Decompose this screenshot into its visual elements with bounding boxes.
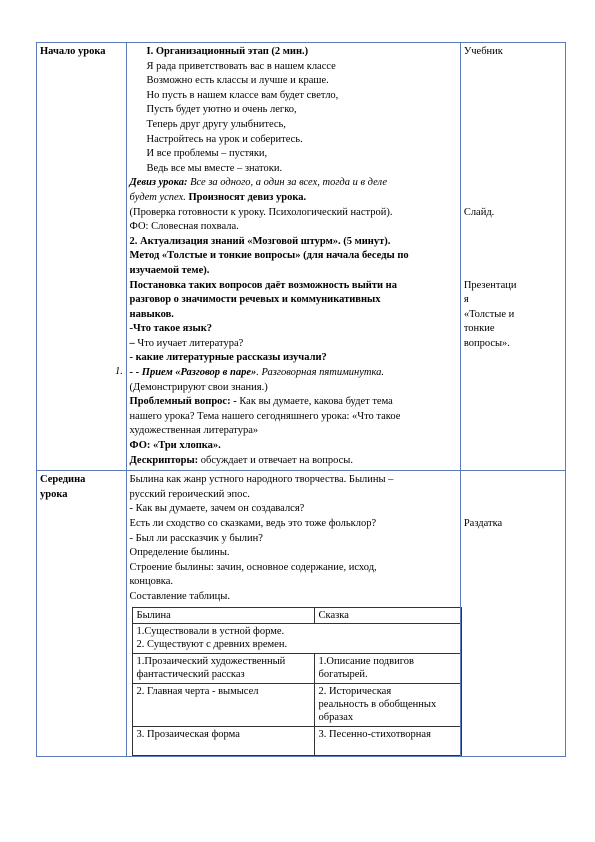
comparison-table [132,607,462,756]
text-run: Пусть будет уютно и очень легко, [146,104,297,116]
stage-cell [37,471,127,757]
text-run: Определение былины. [129,547,230,559]
lesson-plan-table [36,42,566,757]
text-line [130,191,457,206]
text-line [130,279,457,294]
stage-label: Начало урока [40,46,106,57]
text-line [130,45,457,60]
text-run: навыков. [129,308,174,320]
text-line [130,532,457,547]
comparison-cell: 1.Существовали в устной форме. 2. Существуют с древних времен. [132,623,461,653]
text-line [130,454,457,469]
text-line [130,546,457,561]
text-line [130,147,457,162]
text-run: Составление таблицы. [129,590,230,602]
text-run: Ведь все мы вместе – знатоки. [146,162,283,174]
text-line [130,74,457,89]
text-line [130,439,457,454]
content-cell [126,471,460,757]
text-run: Есть ли сходство со сказками, ведь это тоже фольклор? [129,518,377,529]
stage-cell [37,43,127,471]
text-line [130,502,457,517]
text-line [130,264,457,279]
text-run: Строение былины: зачин, основное содержание, исход, [129,561,377,573]
resources-cell [460,471,565,757]
comparison-cell: 2. Главная черта - вымысел [132,683,314,726]
text-run: I. Организационный этап (2 мин.) [146,46,309,57]
text-run: - Был ли рассказчик у былин? [129,532,263,544]
text-line [130,89,457,104]
lesson-plan-page [36,42,566,757]
text-run: 2. Актуализация знаний «Мозговой штурм». (5 минут). [129,235,391,247]
text-run: обсуждает и отвечает на вопросы. [198,454,353,466]
text-line [130,206,457,221]
text-line [130,308,457,323]
comparison-row [132,726,461,755]
text-line [130,337,457,352]
text-line [130,561,457,576]
resources-cell [460,43,565,471]
text-run: Метод «Толстые и тонкие вопросы» (для начала беседы по [129,250,409,262]
text-run: Дескрипторы: [129,454,199,466]
text-line [130,176,457,191]
text-line [130,366,457,381]
text-line [130,220,457,235]
comparison-row [132,683,461,726]
text-line [130,249,457,264]
text-line [130,60,457,75]
text-run: Теперь друг другу улыбнитесь, [146,118,286,130]
text-run: И все проблемы – пустяки, [146,148,268,160]
resource-label: Презентаци я «Толстые и тонкие вопросы». [463,279,517,349]
text-run: ФО: «Три хлопка». [129,440,221,452]
text-line [130,133,457,148]
comparison-cell: 3. Песенно-стихотворная [314,726,461,755]
text-run: Былина как жанр устного народного творчества. Былины – [129,474,394,486]
text-line [130,473,457,488]
text-run: Все за одного, а один за всех, тогда и в деле [187,177,388,189]
text-line [130,517,457,532]
text-run: Как вы думаете, какова будет тема [236,396,393,408]
text-run: - какие литературные рассказы изучали? [129,352,327,364]
text-run: Произносят девиз урока. [185,191,307,203]
text-run: Прием «Разговор в паре» [141,367,257,379]
text-line [130,235,457,250]
text-run: – [129,337,138,349]
text-line [130,381,457,396]
row-lesson-start [37,43,566,471]
text-run: (Проверка готовности к уроку. Психологический настрой). [129,206,393,218]
text-run: Я рада приветствовать вас в нашем классе [146,60,336,72]
text-run: разговор о значимости речевых и коммуникативных [129,294,381,306]
text-line [130,293,457,308]
text-line [130,395,457,410]
comparison-row [132,623,461,653]
resource-label: Учебник [463,46,503,57]
comparison-cell: 3. Прозаическая форма [132,726,314,755]
text-run: нашего урока? Тема нашего сегодняшнего урока: «Что такое [129,410,401,422]
comparison-cell: 2. Историческая реальность в обобщенных образах [314,683,461,726]
header-cell-bylina: Былина [132,607,314,623]
text-run: (Демонстрируют свои знания.) [129,381,268,393]
text-line [130,410,457,425]
text-run: русский героический эпос. [129,488,250,500]
text-run: изучаемой теме). [129,264,210,276]
resource-label: Раздатка [463,518,503,530]
list-marker: 1. [115,366,123,377]
comparison-row [132,653,461,683]
row-lesson-middle [37,471,566,757]
text-run: Проблемный вопрос: - [129,396,237,408]
content-cell [126,43,460,471]
comparison-header-row [132,607,461,623]
text-line [130,351,457,366]
header-cell-skazka: Сказка [314,607,461,623]
text-line [130,424,457,439]
comparison-cell: 1.Прозаический художественный фантастический рассказ [132,653,314,683]
text-run: - Как вы думаете, зачем он создавался? [129,503,305,515]
comparison-cell: 1.Описание подвигов богатырей. [314,653,461,683]
text-run: Настройтесь на урок и соберитесь. [146,133,303,145]
text-run: ФО: Словесная похвала. [129,221,239,233]
text-line [130,162,457,177]
text-run: -Что такое язык? [129,323,213,335]
text-run: Но пусть в нашем классе вам будет светло, [146,89,339,101]
text-run: - - [129,367,142,379]
resource-label: Слайд. [463,206,495,218]
text-run: Что иучает литература? [137,337,244,349]
text-line [130,103,457,118]
text-line [130,322,457,337]
text-run: Девиз урока: [129,177,188,189]
text-line [130,575,457,590]
stage-label: Середина урока [40,474,86,500]
text-run: . Разговорная пятиминутка. [256,367,384,379]
text-line [130,488,457,503]
text-run: художественная литература» [129,425,259,437]
text-run: будет успех. [129,191,186,203]
text-run: концовка. [129,576,174,588]
text-run: Постановка таких вопросов даёт возможность выйти на [129,279,397,291]
text-line [130,590,457,605]
text-line [130,118,457,133]
text-run: Возможно есть классы и лучше и краше. [146,75,329,87]
